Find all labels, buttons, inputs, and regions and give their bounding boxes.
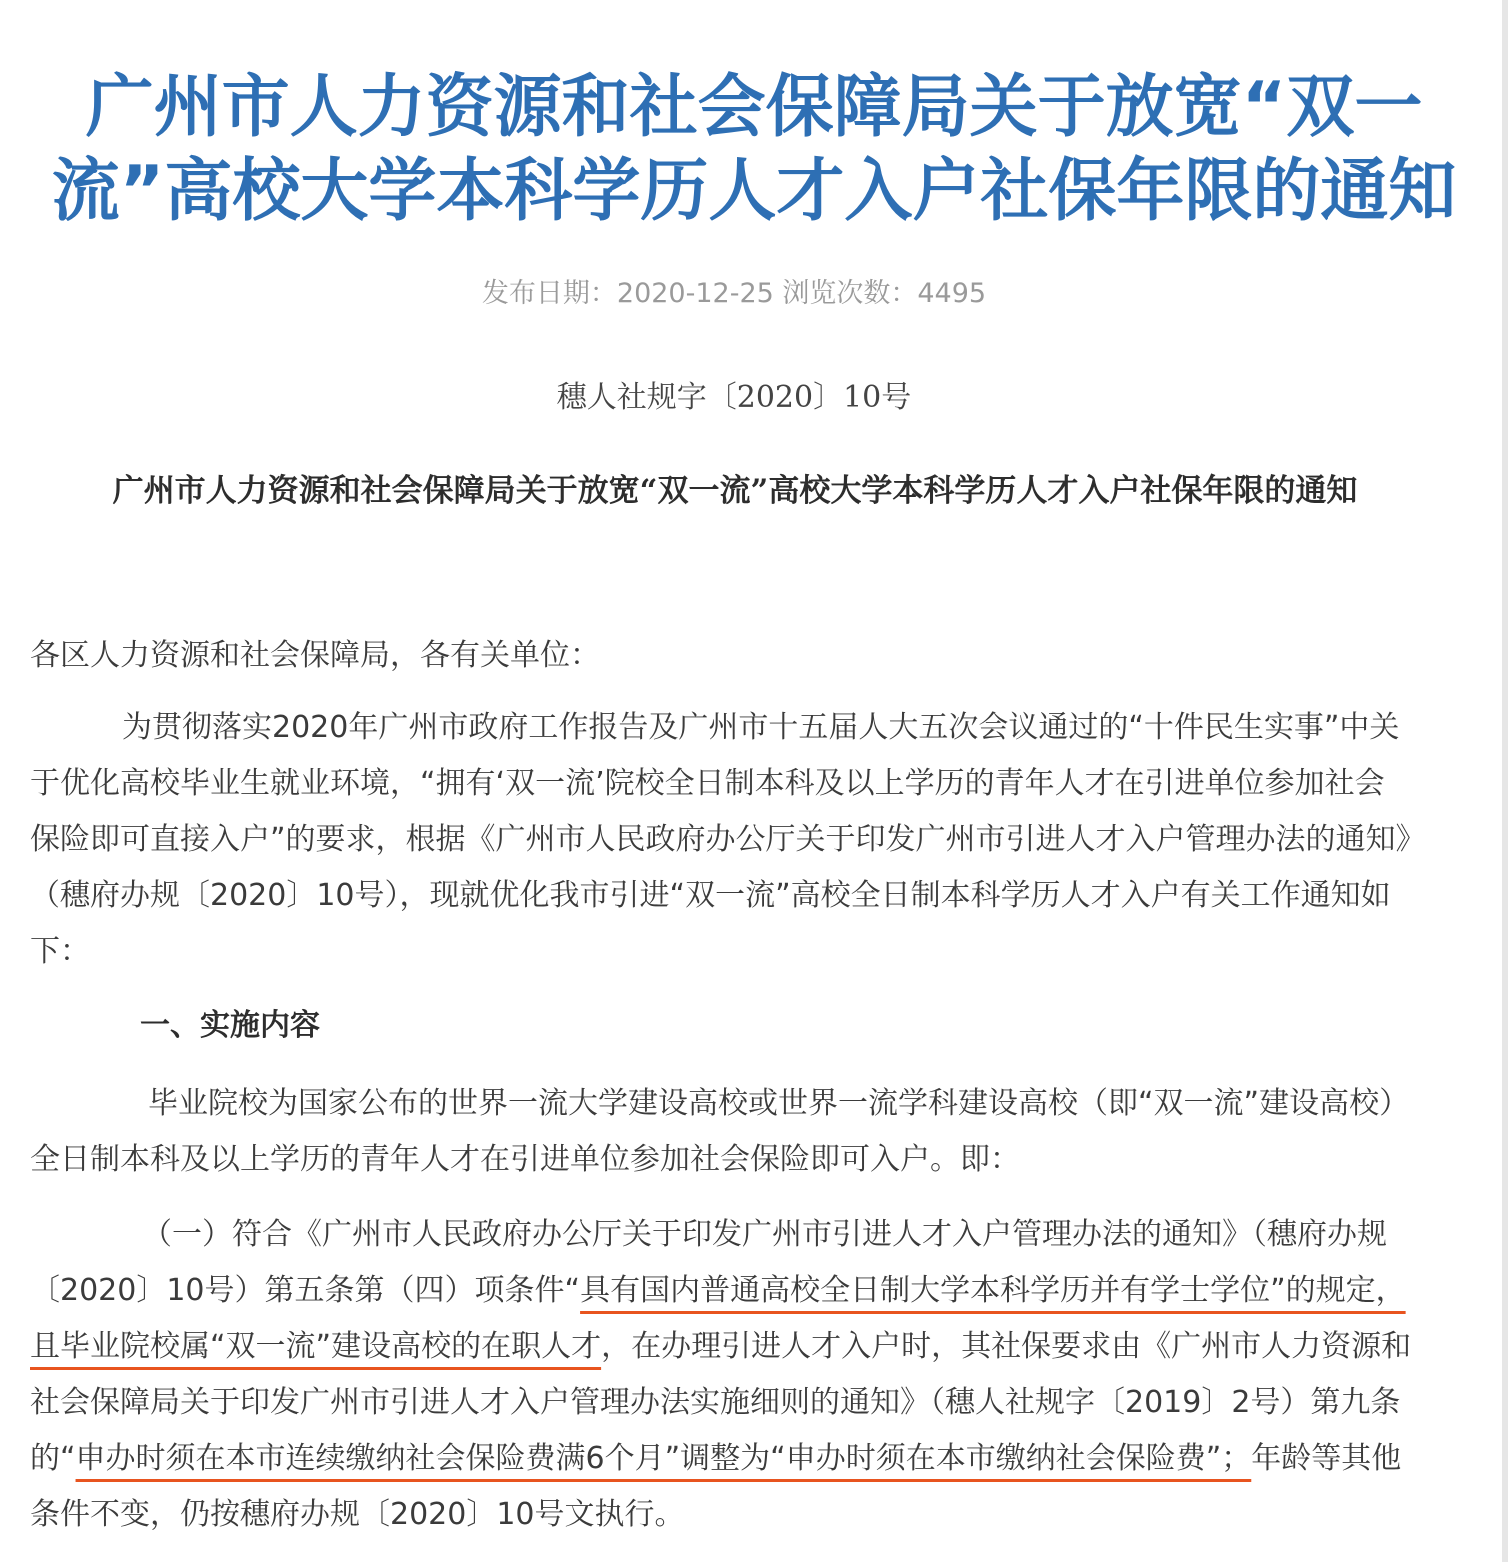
paragraph-scope: 毕业院校为国家公布的世界一流大学建设高校或世界一流学科建设高校（即“双一流”建设高校）全日制本科及以上学历的青年人才在引进单位参加社会保险即可入户。即：: [30, 1086, 1410, 1177]
scrollbar-track[interactable]: [1502, 0, 1508, 1562]
article-title: 广州市人力资源和社会保障局关于放宽“双一流”高校大学本科学历人才入户社保年限的通知: [51, 68, 1457, 231]
notice-subtitle: 广州市人力资源和社会保障局关于放宽“双一流”高校大学本科学历人才入户社保年限的通知: [112, 473, 1358, 509]
underlined-text-degree-requirement: 具有国内普通高校全日制大学本科学历并有学士学位”的规定，且毕业院校属“双一流”建设高校的在职人才: [30, 1273, 1406, 1364]
salutation: 各区人力资源和社会保障局，各有关单位：: [30, 638, 600, 673]
paragraph-item-1-text: （一）符合《广州市人民政府办公厅关于印发广州市引进人才入户管理办法的通知》（穗府办规〔2020〕10号）第五条第（四）项条件“: [30, 1217, 1387, 1308]
paragraph-item-1: [30, 1207, 1412, 1543]
underlined-text-social-insurance: 申办时须在本市连续缴纳社会保险费满6个月”调整为“申办时须在本市缴纳社会保险费”；: [75, 1441, 1252, 1476]
publish-meta: 发布日期：2020-12-25 浏览次数：4495: [481, 278, 987, 309]
paragraph-intro: 为贯彻落实2020年广州市政府工作报告及广州市十五届人大五次会议通过的“十件民生实事”中关于优化高校毕业生就业环境，“拥有‘双一流’院校全日制本科及以上学历的青年人才在引进单位参加社会保险即可直接入户”的要求，根据《广州市人民政府办公厅关于印发广州市引进人才入户管理办法的通知》（穗府办规〔2020〕10号），现就优化我市引进“双一流”高校全日制本科学历人才入户有关工作通知如下：: [30, 710, 1411, 969]
paragraph-item-1-text-middle: ，在办理引进人才入户时，其社保要求由《广州市人力资源和社会保障局关于印发广州市引进人才入户管理办法实施细则的通知》（穗人社规字〔2019〕2号）第九条的“: [30, 1329, 1412, 1476]
section-heading: 一、实施内容: [140, 1008, 320, 1043]
document-number: 穗人社规字〔2020〕10号: [556, 380, 912, 415]
paragraph-item-1-text-end: 年龄等其他条件不变，仍按穗府办规〔2020〕10号文执行。: [30, 1441, 1402, 1532]
